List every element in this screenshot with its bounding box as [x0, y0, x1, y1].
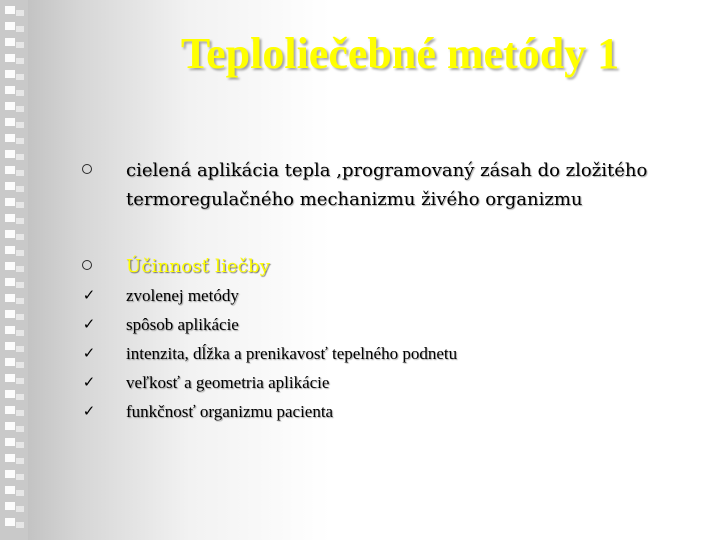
- checkmark-icon: ✓: [82, 373, 96, 391]
- checklist-item: [80, 368, 700, 397]
- checklist-item: [80, 310, 700, 339]
- checklist-item-text: veľkosť a geometria aplikácie: [126, 373, 330, 392]
- hollow-circle-bullet-icon: [82, 164, 92, 174]
- checklist: [80, 281, 700, 426]
- slide-content: [80, 156, 700, 426]
- checklist-item-text: spôsob aplikácie: [126, 315, 239, 334]
- checklist-item-text: zvolenej metódy: [126, 286, 239, 305]
- paragraph-definition: [80, 156, 700, 214]
- strip-squares-pattern: [5, 6, 15, 534]
- checklist-item: [80, 339, 700, 368]
- section-heading: Účinnosť liečby: [126, 256, 271, 277]
- checkmark-icon: ✓: [82, 402, 96, 420]
- hollow-circle-bullet-icon: [82, 260, 92, 270]
- checklist-item: [80, 281, 700, 310]
- paragraph-definition-text: cielená aplikácia tepla ,programovaný zásah do zložitého termoregulačného mechanizmu živého organizmu: [126, 160, 648, 210]
- checkmark-icon: ✓: [82, 344, 96, 362]
- strip-squares-pattern-secondary: [16, 10, 24, 530]
- checkmark-icon: ✓: [82, 286, 96, 304]
- left-decorative-strip: [0, 0, 28, 540]
- checklist-item-text: intenzita, dĺžka a prenikavosť tepelného podnetu: [126, 344, 458, 363]
- slide-title: Teploliečebné metódy 1: [180, 29, 620, 78]
- paragraph-heading: [80, 252, 700, 281]
- checklist-item: [80, 397, 700, 426]
- checkmark-icon: ✓: [82, 315, 96, 333]
- checklist-item-text: funkčnosť organizmu pacienta: [126, 402, 334, 421]
